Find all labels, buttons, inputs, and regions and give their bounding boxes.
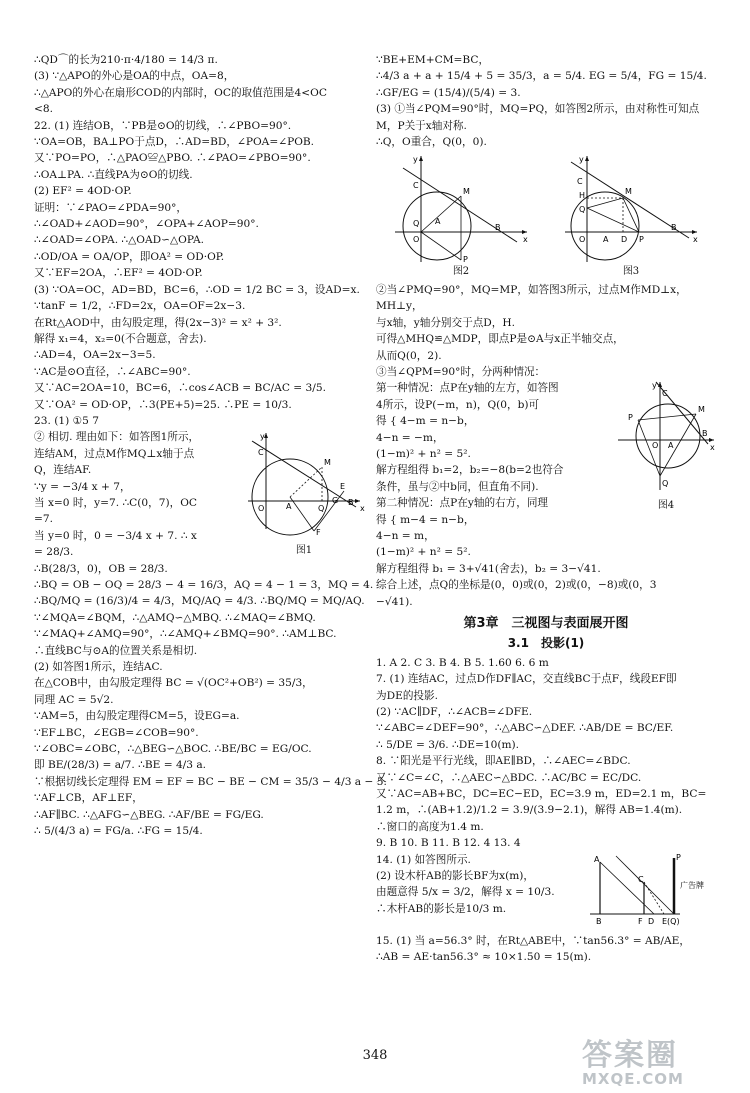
svg-text:F: F [638,916,643,926]
text-line: = 28/3. [34,546,74,559]
text-line: ③当∠QPM=90°时，分两种情况： [376,365,546,378]
text-line: ∴窗口的高度为1.4 m. [376,820,484,833]
svg-text:x: x [360,504,365,514]
text-line: ∴AD=4，OA=2x−3=5. [34,349,156,362]
svg-text:E(Q): E(Q) [662,916,680,926]
svg-text:P: P [676,852,681,862]
text-line: ∵y = −3/4 x + 7， [34,480,131,493]
text-line: 9. B 10. B 11. B 12. 4 13. 4 [376,837,521,850]
text-line: 又∵AC=2OA=10，BC=6，∴cos∠ACB = BC/AC = 3/5. [34,382,326,395]
text-line: ∵根据切线长定理得 EM = EF = BC − BE − CM = 35/3 − 4/3 a − 5. [34,775,387,788]
figure-1 [244,429,364,558]
text-line: 1.2 m，∴(AB+1.2)/1.2 = 3.9/(3.9−2.1)，解得 AB=1.4(m). [376,804,683,817]
svg-text:O: O [579,235,586,245]
svg-text:B: B [596,916,602,926]
svg-text:E: E [340,482,346,492]
right-text-block-5 [376,933,716,966]
text-line: (2) ∵AC∥DF，∴∠ACB=∠DFE. [376,706,533,719]
text-line: ∴OD/OA = OA/OP，即OA² = OD·OP. [34,250,225,263]
figure-1-diagram [244,429,364,537]
text-line: ∴QD⌒的长为210·π·4/180 = 14/3 π. [34,54,218,66]
text-line: 当 y=0 时，0 = −3/4 x + 7. ∴ x [34,529,197,542]
svg-text:x: x [710,443,715,453]
text-line: 又∵AC=AB+BC，DC=EC−ED，EC=3.9 m，ED=2.1 m，BC= [376,788,707,801]
text-line: 得 { m−4 = n−b， [376,513,475,526]
text-line: 解得 x₁=4，x₂=0(不合题意，舍去). [34,332,207,345]
svg-text:y: y [652,381,657,391]
text-line: ② 相切. 理由如下：如答图1所示， [34,431,200,444]
svg-text:y: y [579,155,584,165]
figure-5-diagram [586,852,716,928]
svg-text:Q: Q [662,479,669,489]
right-text-block-3 [376,561,716,610]
right-column [376,52,716,966]
text-line: ∴直线BC与⊙A的位置关系是相切. [34,644,198,657]
svg-text:M: M [625,187,632,197]
chapter-title: 第3章 三视图与表面展开图 [463,616,629,632]
text-line: Q，连结AF. [34,464,92,477]
text-line: 证明：∵∠PAO=∠PDA=90°， [34,201,188,214]
text-line: (1−m)² + n² = 5². [376,546,471,559]
text-line: M，P关于x轴对称. [376,119,467,132]
svg-text:C: C [638,874,644,884]
figure-3-caption: 图3 [622,266,640,278]
figure-3 [561,152,701,280]
figure-4-diagram [616,380,716,492]
text-line: 为DE的投影. [376,689,438,702]
svg-text:C: C [413,181,419,191]
figure-5 [586,852,716,933]
text-line: 第一种情况：点P在y轴的左方，如答图 [376,382,559,395]
text-line: ∴ 5/DE = 3/6. ∴DE=10(m). [376,738,520,751]
left-text-block-2 [34,561,387,840]
text-line: MH⊥y， [376,300,423,313]
svg-text:F: F [316,528,321,538]
svg-text:P: P [463,255,468,265]
svg-text:A: A [594,854,600,864]
text-line: 当 x=0 时，y=7. ∴C(0，7)，OC [34,496,198,509]
svg-text:B: B [348,498,354,508]
svg-text:Q: Q [318,504,325,514]
text-line: 即 BE/(28/3) = a/7. ∴BE = 4/3 a. [34,759,207,772]
text-line: 1. A 2. C 3. B 4. B 5. 1.60 6. 6 m [376,656,549,669]
left-text-block-1 [34,52,364,429]
text-line: 由题意得 5/x = 3/2，解得 x = 10/3. [376,886,555,899]
svg-text:A: A [286,502,292,512]
text-line: 连结AM，过点M作MQ⊥x轴于点 [34,447,195,460]
text-line: ∴Q，O重合，Q(0，0). [376,136,487,149]
text-line: ∵OA=OB，BA⊥PO于点D，∴AD=BD，∠POA=∠POB. [34,136,315,149]
text-line: ∵tanF = 1/2，∴FD=2x，OA=OF=2x−3. [34,300,246,313]
svg-text:Q: Q [413,219,420,229]
svg-text:x: x [523,235,528,245]
text-line: ∴BQ/MQ = (16/3)/4 = 4/3，MQ/AQ = 4/3. ∴BQ/MQ = MQ/AQ. [34,595,365,608]
right-text-block-2 [376,282,716,380]
text-line: ∵∠MQA=∠BQM，∴△AMQ∽△MBQ. ∴∠MAQ=∠BMQ. [34,611,316,624]
text-line: 又∵PO=PO，∴△PAO≌△PBO. ∴∠PAO=∠PBO=90°. [34,152,311,165]
ad-board-label: 广告牌 [680,880,704,890]
text-line: 得 { 4−m = n−b， [376,415,475,428]
text-line: 解方程组得 b₁=2，b₂=−8(b=2也符合 [376,464,564,477]
text-line: 与x轴，y轴分别交于点D，H. [376,316,515,329]
text-line: ∵∠ABC=∠DEF=90°，∴△ABC∽△DEF. ∴AB/DE = BC/EF. [376,722,674,735]
svg-text:D: D [621,235,628,245]
svg-text:M: M [324,458,331,468]
figure-4 [616,380,716,513]
text-line: ∴AB = AE·tan56.3° ≈ 10×1.50 = 15(m). [376,951,592,964]
svg-text:O: O [413,235,420,245]
svg-text:y: y [413,155,418,165]
svg-text:B: B [671,223,677,233]
text-line: 15. (1) 当 a=56.3° 时，在Rt△ABE中，∵tan56.3° = AB/AE， [376,935,690,948]
text-line: ∵AM=5，由勾股定理得CM=5，设EG=a. [34,710,240,723]
svg-text:O: O [258,504,265,514]
text-line: (3) ①当∠PQM=90°时，MQ=PQ，如答图2所示，由对称性可知点 [376,103,700,116]
text-line: 又∵OA² = OD·OP，∴3(PE+5)=25. ∴PE = 10/3. [34,398,292,411]
text-line: ∵BE+EM+CM=BC， [376,54,490,66]
text-line: 4−n = −m， [376,431,444,444]
text-line: 4所示，设P(−m，n)，Q(0，b)可 [376,398,540,411]
text-line: ∴OA⊥PA. ∴直线PA为⊙O的切线. [34,168,193,181]
svg-text:M: M [698,405,705,415]
text-line: 14. (1) 如答图所示. [376,853,471,866]
text-line: (3) ∵OA=OC，AD=BD，BC=6，∴OD = 1/2 BC = 3，设AD=x. [34,283,360,296]
right-text-block-1 [376,52,716,150]
text-line: 同理 AC = 5√2. [34,693,114,706]
text-line: =7. [34,513,53,526]
text-line: 在Rt△AOD中，由勾股定理，得(2x−3)² = x² + 3². [34,316,282,329]
text-line: 4−n = m， [376,530,435,543]
svg-text:B: B [702,429,708,439]
watermark-line-2: MXQE.COM [582,1070,684,1088]
text-line: ∴BQ = OB − OQ = 28/3 − 4 = 16/3，AQ = 4 − 1 = 3，MQ = 4. [34,579,374,591]
svg-text:A: A [435,217,441,227]
text-line: ∴ 5/(4/3 a) = FG/a. ∴FG = 15/4. [34,825,203,838]
text-line: 23. (1) ①5 7 [34,414,99,427]
text-line: ∴AF∥BC. ∴△AFG∽△BEG. ∴AF/BE = FG/EG. [34,808,264,821]
text-line: (2) 如答图1所示，连结AC. [34,661,163,674]
svg-text:A: A [603,235,609,245]
svg-text:x: x [693,235,698,245]
right-text-block-4 [376,655,716,852]
text-line: 综合上述，点Q的坐标是(0，0)或(0，2)或(0，−8)或(0，3 [376,579,657,592]
text-line: (2) 设木杆AB的影长BF为x(m)， [376,870,534,883]
figure-2-caption: 图2 [452,266,470,278]
text-line: 解方程组得 b₁ = 3+√41(舍去)，b₂ = 3−√41. [376,562,601,575]
text-line: ∵∠OBC=∠OBC，∴△BEG∽△BOC. ∴BE/BC = EG/OC. [34,743,312,756]
text-line: ∴∠OAD=∠OPA. ∴△OAD∽△OPA. [34,234,205,247]
text-line: <8. [34,103,53,116]
svg-text:C: C [258,448,264,458]
text-line: (3) ∵△APO的外心是OA的中点，OA=8， [34,70,235,83]
section-title: 3.1 投影(1) [507,636,585,651]
svg-text:D: D [648,916,655,926]
text-line: ∴4/3 a + a + 15/4 + 5 = 35/3，a = 5/4. EG = 5/4，FG = 15/4. [376,70,707,83]
text-line: 22. (1) 连结OB，∵PB是⊙O的切线，∴∠PBO=90°. [34,119,292,132]
text-line: ∵∠MAQ+∠AMQ=90°，∴∠AMQ+∠BMQ=90°. ∴AM⊥BC. [34,628,337,641]
text-line: 第二种情况：点P在y轴的右方，同理 [376,497,549,510]
text-line: ∵EF⊥BC，∠EGB=∠COB=90°. [34,726,199,739]
text-line: ∴木杆AB的影长是10/3 m. [376,902,507,915]
svg-text:G: G [332,496,339,506]
svg-text:P: P [628,413,633,423]
svg-text:P: P [639,235,644,245]
text-line: 又∵EF=2OA，∴EF² = 4OD·OP. [34,267,203,280]
text-line: ∴B(28/3，0)，OB = 28/3. [34,562,168,575]
text-line: 7. (1) 连结AC，过点D作DF∥AC，交直线BC于点F，线段EF即 [376,673,677,686]
text-line: ∴△APO的外心在扇形COD的内部时，OC的取值范围是4<OC [34,86,327,99]
svg-text:Q: Q [579,205,586,215]
text-line: −√41). [376,595,413,608]
svg-text:A: A [668,441,674,451]
text-line: ∴GF/EG = (15/4)/(5/4) = 3. [376,86,521,99]
text-line: 条件，虽与②中b同，但直角不同). [376,480,539,493]
text-line: ∵AF⊥CB，AF⊥EF， [34,792,143,805]
svg-text:y: y [260,432,265,442]
figure-2 [391,152,531,280]
text-line: ∵AC是⊙O直径，∴∠ABC=90°. [34,365,191,378]
figure-1-caption: 图1 [295,544,313,556]
text-line: ∴∠OAD+∠AOD=90°，∠OPA+∠AOP=90°. [34,218,259,231]
watermark-logo [582,1030,732,1088]
text-line: ②当∠PMQ=90°，MQ=MP，如答图3所示，过点M作MD⊥x， [376,283,687,296]
figure-3-diagram [561,152,701,264]
figure-4-caption: 图4 [657,499,675,511]
text-line: (2) EF² = 4OD·OP. [34,185,132,198]
text-line: 8. ∵阳光是平行光线，即AE∥BD，∴∠AEC=∠BDC. [376,755,631,768]
text-line: 从而Q(0，2). [376,349,442,362]
svg-text:C: C [662,389,668,399]
text-line: 可得△MHQ≌△MDP，即点P是⊙A与x正半轴交点， [376,333,624,346]
svg-text:H: H [579,191,586,201]
left-column [34,52,387,840]
page-number: 348 [362,1048,388,1063]
text-line: 在△COB中，由勾股定理得 BC = √(OC²+OB²) = 35/3， [34,677,313,690]
svg-text:C: C [577,177,583,187]
svg-text:B: B [495,223,501,233]
svg-text:O: O [652,441,659,451]
figures-2-3 [376,152,716,280]
text-line: 又∵∠C=∠C，∴△AEC∽△BDC. ∴AC/BC = EC/DC. [376,771,642,784]
svg-text:M: M [463,187,470,197]
text-line: (1−m)² + n² = 5². [376,448,471,460]
watermark-line-1: 答案圈 [582,1038,678,1073]
figure-2-diagram [391,152,531,264]
